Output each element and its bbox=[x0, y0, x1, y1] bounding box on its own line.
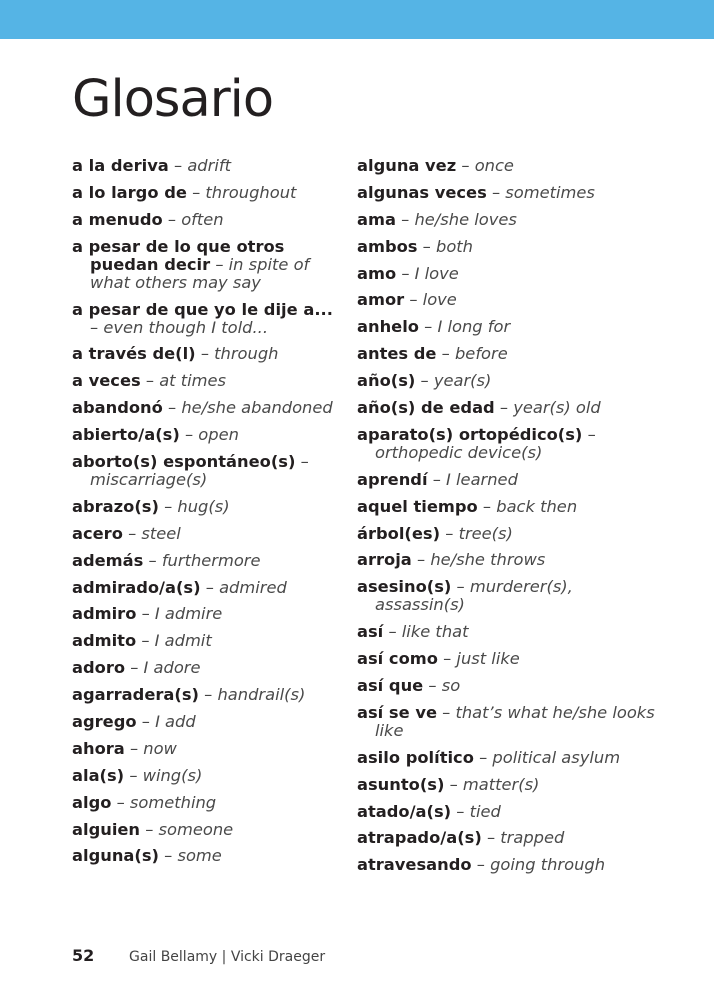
glossary-entry bbox=[357, 578, 657, 614]
glossary-definition: year(s) bbox=[433, 371, 492, 391]
term-separator: – bbox=[396, 263, 415, 283]
glossary-definition: someone bbox=[158, 819, 234, 839]
glossary-entry bbox=[72, 184, 344, 202]
glossary-entry bbox=[72, 552, 344, 570]
glossary-term: anhelo bbox=[357, 317, 419, 337]
glossary-term: aquel tiempo bbox=[357, 496, 478, 516]
glossary-term: año(s) bbox=[357, 371, 416, 391]
term-separator: – bbox=[168, 156, 188, 175]
glossary-term: ala(s) bbox=[72, 765, 125, 785]
glossary-term: abandonó bbox=[72, 398, 163, 418]
glossary-term: así como bbox=[357, 649, 438, 669]
glossary-term: admiro bbox=[72, 604, 137, 624]
glossary-definition: wing(s) bbox=[142, 765, 203, 785]
glossary-definition: I love bbox=[414, 263, 459, 283]
term-separator: – bbox=[140, 819, 159, 839]
term-separator: – bbox=[125, 658, 144, 678]
glossary-entry bbox=[357, 498, 657, 516]
glossary-definition: I admire bbox=[154, 604, 223, 624]
term-separator: – bbox=[90, 317, 104, 337]
glossary-entry bbox=[72, 498, 344, 516]
glossary-entry bbox=[357, 803, 657, 821]
term-separator: – bbox=[383, 622, 402, 642]
glossary-term: agrego bbox=[72, 712, 137, 732]
glossary-definition: back then bbox=[496, 496, 578, 516]
glossary-definition: open bbox=[198, 425, 239, 445]
term-separator: – bbox=[404, 290, 423, 310]
glossary-term: ahora bbox=[72, 738, 125, 758]
term-separator: – bbox=[440, 523, 459, 543]
term-separator: – bbox=[179, 425, 199, 445]
glossary-entry bbox=[72, 632, 344, 650]
glossary-entry bbox=[357, 265, 657, 283]
glossary-entry bbox=[357, 184, 657, 202]
term-separator: – bbox=[198, 685, 218, 705]
glossary-definition: orthopedic device(s) bbox=[375, 442, 543, 462]
glossary-definition: sometimes bbox=[505, 182, 595, 202]
page-title: Glosario bbox=[72, 70, 274, 129]
glossary-entry bbox=[72, 157, 344, 175]
glossary-definition: throughout bbox=[205, 182, 297, 202]
glossary-entry bbox=[72, 794, 344, 812]
glossary-term: atrapado/a(s) bbox=[357, 828, 482, 848]
glossary-column-left bbox=[72, 157, 344, 874]
glossary-definition: like that bbox=[401, 622, 469, 642]
glossary-entry bbox=[72, 605, 344, 623]
glossary-term: aprendí bbox=[357, 469, 428, 489]
glossary-entry bbox=[357, 551, 657, 569]
glossary-entry bbox=[357, 749, 657, 767]
term-separator: – bbox=[437, 649, 457, 669]
glossary-term: a pesar de que yo le dije a... bbox=[72, 299, 333, 319]
glossary-term: adoro bbox=[72, 658, 126, 678]
term-separator: – bbox=[111, 792, 130, 812]
glossary-definition: hug(s) bbox=[177, 496, 230, 516]
glossary-term: ambos bbox=[357, 236, 418, 256]
glossary-term: además bbox=[72, 550, 144, 570]
glossary-definition: I admit bbox=[154, 631, 212, 651]
glossary-definition: both bbox=[435, 236, 473, 256]
glossary-definition: I adore bbox=[143, 658, 201, 678]
glossary-definition: steel bbox=[141, 523, 181, 543]
glossary-entry bbox=[357, 776, 657, 794]
glossary-entry bbox=[357, 345, 657, 363]
glossary-entry bbox=[72, 659, 344, 677]
glossary-definition: some bbox=[177, 846, 222, 866]
glossary-definition: murderer(s), assassin(s) bbox=[375, 577, 573, 615]
glossary-definition: miscarriage(s) bbox=[90, 470, 208, 490]
glossary-entry bbox=[72, 399, 344, 417]
glossary-definition: year(s) old bbox=[513, 398, 601, 418]
glossary-definition: handrail(s) bbox=[217, 685, 306, 705]
glossary-definition: before bbox=[454, 344, 508, 364]
glossary-term: algunas veces bbox=[357, 182, 487, 202]
glossary-entry bbox=[72, 525, 344, 543]
term-separator: – bbox=[481, 828, 501, 848]
glossary-definition: through bbox=[214, 344, 279, 364]
term-separator: – bbox=[486, 182, 506, 202]
glossary-term: a la deriva bbox=[72, 156, 169, 175]
glossary-entry bbox=[357, 318, 657, 336]
glossary-entry bbox=[72, 372, 344, 390]
glossary-entry bbox=[72, 345, 344, 363]
page-number: 52 bbox=[72, 946, 95, 965]
glossary-entry bbox=[72, 821, 344, 839]
glossary-column-right bbox=[357, 157, 657, 883]
glossary-definition: that’s what he/she looks like bbox=[375, 702, 655, 740]
glossary-entry bbox=[72, 740, 344, 758]
glossary-term: agarradera(s) bbox=[72, 685, 199, 705]
glossary-definition: love bbox=[422, 290, 457, 310]
glossary-entry bbox=[72, 426, 344, 444]
term-separator: – bbox=[418, 317, 438, 337]
glossary-entry bbox=[357, 399, 657, 417]
glossary-entry bbox=[72, 847, 344, 865]
glossary-entry bbox=[357, 157, 657, 175]
term-separator: – bbox=[195, 344, 215, 364]
glossary-definition: adrift bbox=[187, 156, 231, 175]
author-names: Gail Bellamy | Vicki Draeger bbox=[129, 949, 326, 965]
glossary-entry bbox=[357, 677, 657, 695]
glossary-term: amo bbox=[357, 263, 397, 283]
term-separator: – bbox=[451, 801, 470, 821]
glossary-definition: tied bbox=[469, 801, 501, 821]
glossary-term: alguna vez bbox=[357, 156, 457, 175]
term-separator: – bbox=[395, 209, 415, 229]
term-separator: – bbox=[417, 236, 436, 256]
term-separator: – bbox=[124, 765, 143, 785]
glossary-definition: often bbox=[181, 209, 224, 229]
term-separator: – bbox=[451, 577, 470, 597]
glossary-term: aborto(s) espontáneo(s) bbox=[72, 452, 296, 472]
glossary-entry bbox=[72, 686, 344, 704]
glossary-entry bbox=[72, 579, 344, 597]
glossary-term: abierto/a(s) bbox=[72, 425, 180, 445]
glossary-term: asilo político bbox=[357, 747, 474, 767]
glossary-term: a pesar de lo que otros puedan decir bbox=[72, 236, 285, 274]
glossary-definition: furthermore bbox=[161, 550, 261, 570]
glossary-entry bbox=[357, 704, 657, 740]
glossary-entry bbox=[357, 211, 657, 229]
term-separator: – bbox=[436, 344, 455, 364]
term-separator: – bbox=[456, 156, 475, 175]
term-separator: – bbox=[158, 496, 178, 516]
glossary-term: ama bbox=[357, 209, 396, 229]
glossary-term: así se ve bbox=[357, 702, 437, 722]
glossary-definition: matter(s) bbox=[462, 774, 540, 794]
glossary-definition: now bbox=[143, 738, 177, 758]
term-separator: – bbox=[210, 254, 229, 274]
glossary-definition: I learned bbox=[446, 469, 518, 489]
glossary-entry bbox=[72, 238, 344, 292]
term-separator: – bbox=[143, 550, 162, 570]
glossary-entry bbox=[357, 623, 657, 641]
glossary-entry bbox=[357, 426, 657, 462]
glossary-entry bbox=[357, 650, 657, 668]
glossary-definition: in spite of what others may say bbox=[90, 254, 310, 292]
glossary-definition: admired bbox=[219, 577, 287, 597]
glossary-definition: going through bbox=[490, 855, 606, 875]
glossary-term: atravesando bbox=[357, 855, 472, 875]
term-separator: – bbox=[162, 209, 182, 229]
term-separator: – bbox=[494, 398, 514, 418]
glossary-definition: tree(s) bbox=[458, 523, 513, 543]
glossary-term: a veces bbox=[72, 371, 141, 391]
glossary-term: atado/a(s) bbox=[357, 801, 452, 821]
term-separator: – bbox=[444, 774, 463, 794]
term-separator: – bbox=[411, 550, 431, 570]
glossary-term: acero bbox=[72, 523, 123, 543]
glossary-entry bbox=[357, 525, 657, 543]
glossary-term: amor bbox=[357, 290, 405, 310]
term-separator: – bbox=[158, 846, 178, 866]
glossary-term: aparato(s) ortopédico(s) bbox=[357, 424, 583, 444]
glossary-entry bbox=[357, 856, 657, 874]
glossary-definition: trapped bbox=[500, 828, 565, 848]
glossary-entry bbox=[72, 713, 344, 731]
glossary-definition: political asylum bbox=[492, 747, 621, 767]
glossary-definition: just like bbox=[456, 649, 520, 669]
term-separator: – bbox=[200, 577, 220, 597]
term-separator: – bbox=[124, 738, 144, 758]
glossary-term: alguna(s) bbox=[72, 846, 159, 866]
glossary-term: antes de bbox=[357, 344, 437, 364]
term-separator: – bbox=[582, 424, 596, 444]
glossary-definition: he/she abandoned bbox=[181, 398, 333, 418]
glossary-entry bbox=[357, 471, 657, 489]
glossary-term: a través de(l) bbox=[72, 344, 196, 364]
glossary-term: alguien bbox=[72, 819, 141, 839]
glossary-definition: something bbox=[129, 792, 217, 812]
glossary-definition: I long for bbox=[437, 317, 511, 337]
term-separator: – bbox=[136, 712, 156, 732]
glossary-term: admito bbox=[72, 631, 137, 651]
glossary-entry bbox=[72, 301, 344, 337]
glossary-term: árbol(es) bbox=[357, 523, 441, 543]
term-separator: – bbox=[140, 371, 160, 391]
term-separator: – bbox=[136, 631, 155, 651]
glossary-definition: he/she loves bbox=[414, 209, 517, 229]
glossary-term: a menudo bbox=[72, 209, 163, 229]
term-separator: – bbox=[162, 398, 182, 418]
term-separator: – bbox=[427, 469, 447, 489]
glossary-entry bbox=[357, 291, 657, 309]
page-footer bbox=[72, 946, 325, 965]
glossary-term: así que bbox=[357, 676, 424, 696]
glossary-entry bbox=[357, 238, 657, 256]
term-separator: – bbox=[473, 747, 493, 767]
glossary-term: admirado/a(s) bbox=[72, 577, 201, 597]
glossary-definition: at times bbox=[159, 371, 227, 391]
term-separator: – bbox=[436, 702, 456, 722]
glossary-term: a lo largo de bbox=[72, 182, 187, 202]
glossary-term: asesino(s) bbox=[357, 577, 452, 597]
glossary-definition: once bbox=[474, 156, 514, 175]
term-separator: – bbox=[122, 523, 142, 543]
glossary-entry bbox=[72, 767, 344, 785]
term-separator: – bbox=[423, 676, 442, 696]
term-separator: – bbox=[477, 496, 497, 516]
glossary-entry bbox=[72, 211, 344, 229]
term-separator: – bbox=[295, 452, 309, 472]
glossary-term: así bbox=[357, 622, 384, 642]
glossary-term: arroja bbox=[357, 550, 412, 570]
glossary-term: abrazo(s) bbox=[72, 496, 159, 516]
term-separator: – bbox=[136, 604, 155, 624]
glossary-definition: even though I told... bbox=[103, 317, 269, 337]
glossary-entry bbox=[357, 372, 657, 390]
glossary-entry bbox=[357, 829, 657, 847]
glossary-term: algo bbox=[72, 792, 112, 812]
glossary-entry bbox=[72, 453, 344, 489]
glossary-term: asunto(s) bbox=[357, 774, 445, 794]
glossary-definition: so bbox=[441, 676, 461, 696]
term-separator: – bbox=[186, 182, 206, 202]
term-separator: – bbox=[471, 855, 491, 875]
glossary-term: año(s) de edad bbox=[357, 398, 495, 418]
term-separator: – bbox=[415, 371, 434, 391]
glossary-definition: he/she throws bbox=[430, 550, 546, 570]
top-color-bar bbox=[0, 0, 714, 39]
glossary-definition: I add bbox=[155, 712, 196, 732]
